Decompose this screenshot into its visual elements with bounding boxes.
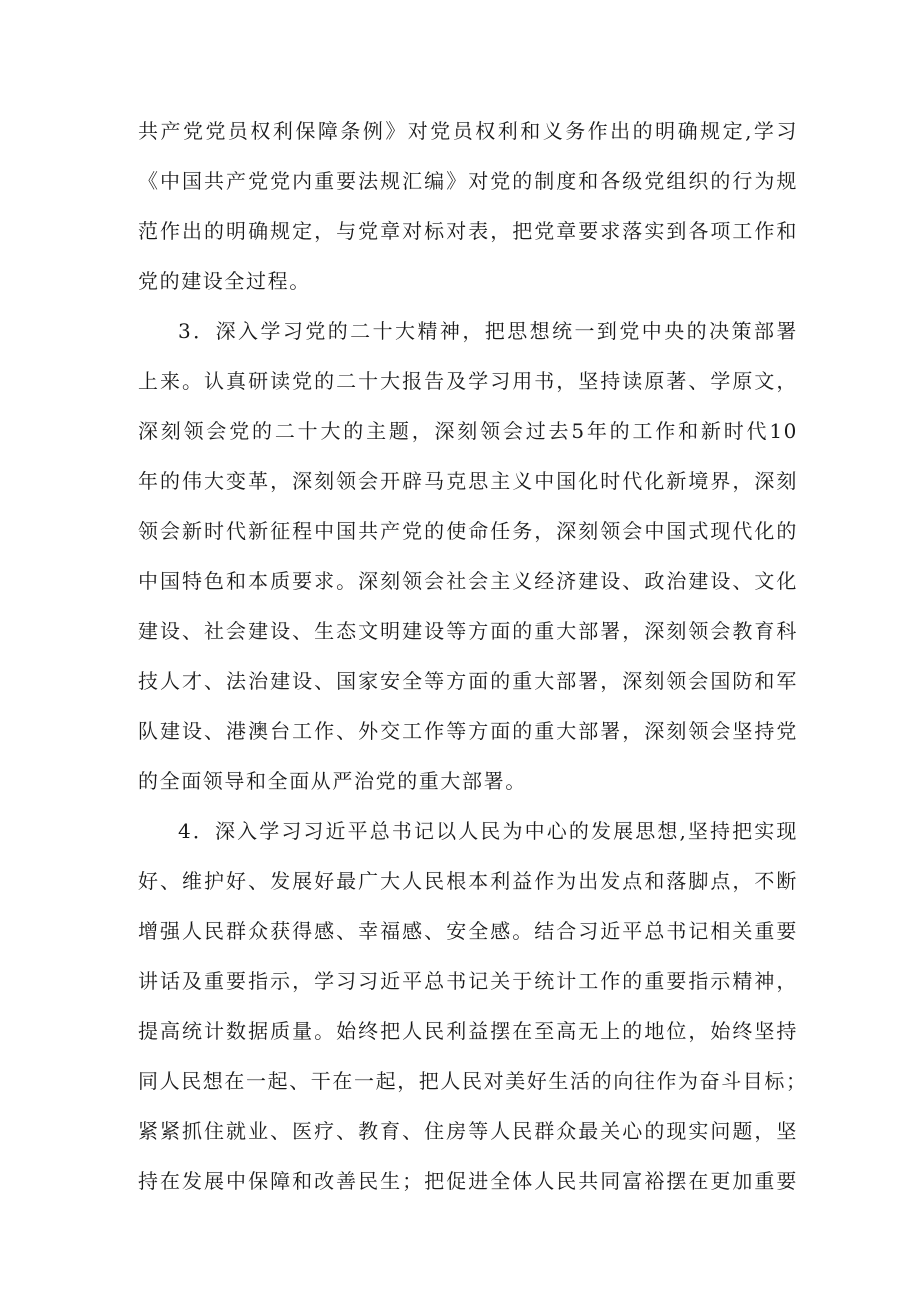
paragraph-2-line-5: 领会新时代新征程中国共产党的使命任务，深刻领会中国式现代化的 bbox=[138, 519, 798, 543]
paragraph-3-line-1: 4．深入学习习近平总书记以人民为中心的发展思想,坚持把实现 bbox=[178, 819, 798, 843]
paragraph-2-line-7: 建设、社会建设、生态文明建设等方面的重大部署，深刻领会教育科 bbox=[138, 619, 798, 643]
paragraph-1-line-3: 范作出的明确规定，与党章对标对表，把党章要求落实到各项工作和 bbox=[138, 219, 798, 243]
paragraph-1-line-1: 共产党党员权利保障条例》对党员权利和义务作出的明确规定,学习 bbox=[138, 119, 798, 143]
paragraph-3-line-5: 提高统计数据质量。始终把人民利益摆在至高无上的地位，始终坚持 bbox=[138, 1019, 798, 1043]
paragraph-3-line-7: 紧紧抓住就业、医疗、教育、住房等人民群众最关心的现实问题，坚 bbox=[138, 1119, 798, 1143]
paragraph-1-line-2: 《中国共产党党内重要法规汇编》对党的制度和各级党组织的行为规 bbox=[138, 169, 798, 193]
paragraph-2-line-2: 上来。认真研读党的二十大报告及学习用书，坚持读原著、学原文， bbox=[138, 369, 798, 393]
paragraph-3-line-2: 好、维护好、发展好最广大人民根本利益作为出发点和落脚点，不断 bbox=[138, 869, 798, 893]
paragraph-2-line-3: 深刻领会党的二十大的主题，深刻领会过去5年的工作和新时代10 bbox=[138, 419, 798, 443]
paragraph-2-line-6: 中国特色和本质要求。深刻领会社会主义经济建设、政治建设、文化 bbox=[138, 569, 798, 593]
paragraph-3-line-8: 持在发展中保障和改善民生；把促进全体人民共同富裕摆在更加重要 bbox=[138, 1169, 798, 1193]
paragraph-2-line-1: 3．深入学习党的二十大精神，把思想统一到党中央的决策部署 bbox=[178, 319, 798, 343]
paragraph-2-line-4: 年的伟大变革，深刻领会开辟马克思主义中国化时代化新境界，深刻 bbox=[138, 469, 798, 493]
paragraph-2-line-10: 的全面领导和全面从严治党的重大部署。 bbox=[138, 769, 527, 793]
paragraph-2-line-9: 队建设、港澳台工作、外交工作等方面的重大部署，深刻领会坚持党 bbox=[138, 719, 798, 743]
paragraph-1-line-4: 党的建设全过程。 bbox=[138, 269, 311, 293]
paragraph-3-line-4: 讲话及重要指示，学习习近平总书记关于统计工作的重要指示精神， bbox=[138, 969, 798, 993]
paragraph-2-line-8: 技人才、法治建设、国家安全等方面的重大部署，深刻领会国防和军 bbox=[138, 669, 798, 693]
paragraph-3-line-3: 增强人民群众获得感、幸福感、安全感。结合习近平总书记相关重要 bbox=[138, 919, 798, 943]
paragraph-3-line-6: 同人民想在一起、干在一起，把人民对美好生活的向往作为奋斗目标； bbox=[138, 1069, 808, 1093]
